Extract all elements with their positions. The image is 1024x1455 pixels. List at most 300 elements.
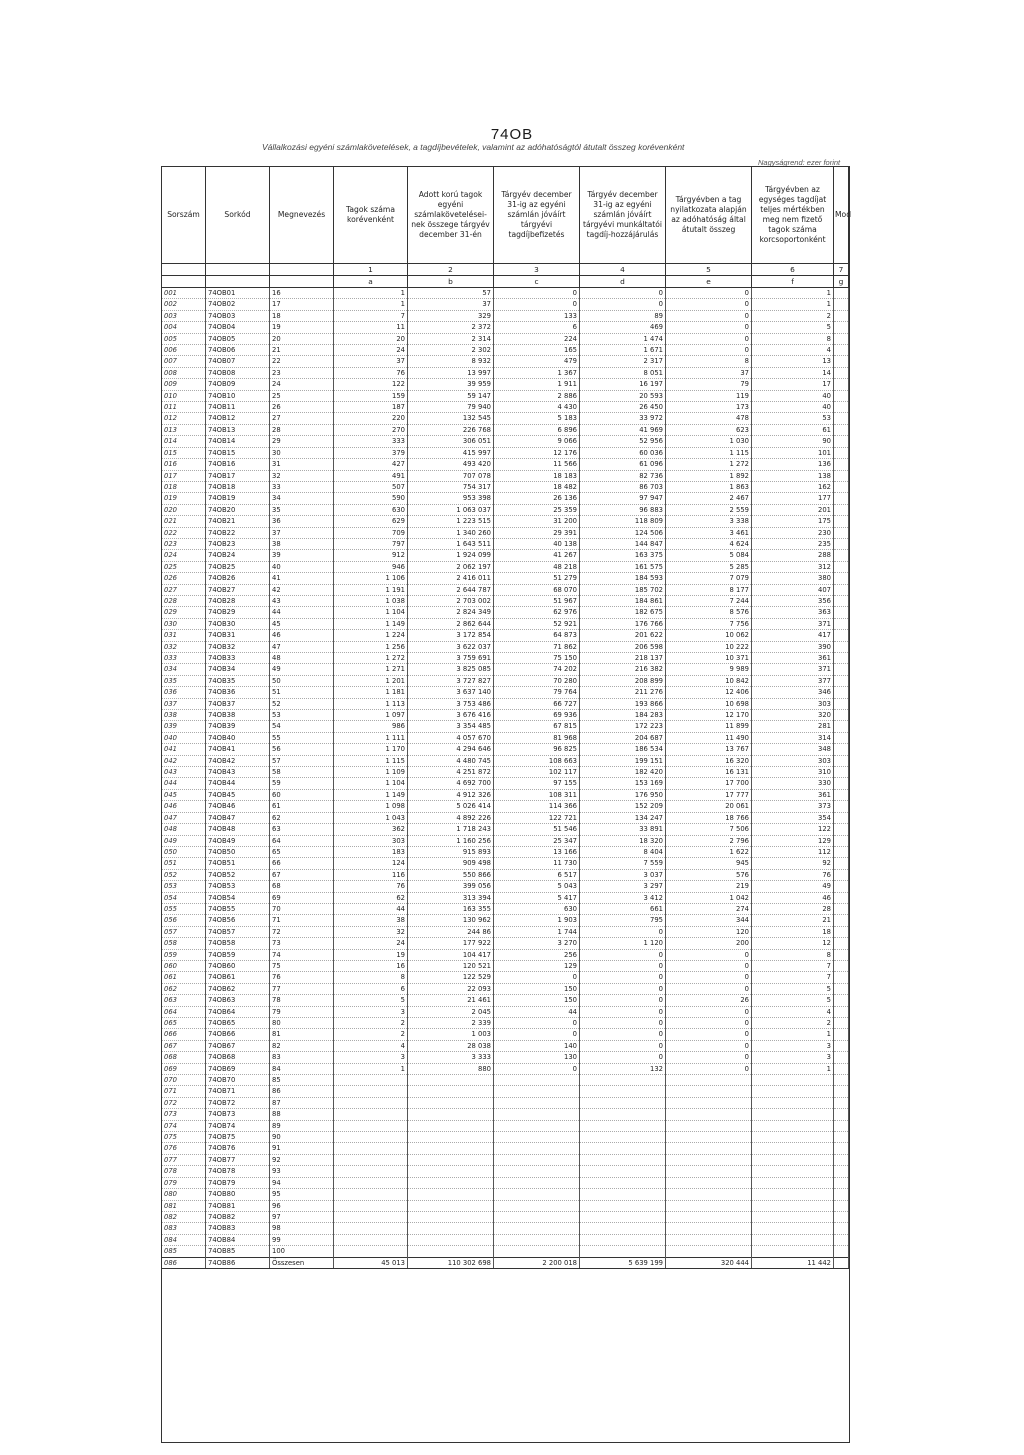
table-cell [580,1166,666,1177]
table-cell: 66 727 [494,698,580,709]
table-cell: 0 [580,1040,666,1051]
table-cell [408,1154,494,1165]
table-cell: 41 267 [494,550,580,561]
table-cell: 201 [752,504,834,515]
table-cell: 98 [270,1223,334,1234]
table-cell: 5 043 [494,881,580,892]
table-cell: 356 [752,595,834,606]
table-cell: 469 [580,322,666,333]
table-cell: 57 [408,288,494,299]
table-cell: 62 [334,892,408,903]
table-cell: 37 [334,356,408,367]
table-cell: 5 183 [494,413,580,424]
table-cell: 13 767 [666,744,752,755]
table-cell: 2 796 [666,835,752,846]
table-cell: 0 [580,960,666,971]
table-cell [834,390,849,401]
table-cell: 310 [752,767,834,778]
table-cell: 079 [162,1177,206,1188]
table-cell: 075 [162,1132,206,1143]
table-cell: 0 [494,1029,580,1040]
table-cell: 1 643 511 [408,538,494,549]
column-letter: e [666,276,752,288]
table-cell: 21 [752,915,834,926]
table-cell: 073 [162,1109,206,1120]
table-cell: 74OB43 [206,767,270,778]
table-cell: 064 [162,1006,206,1017]
table-cell: 89 [270,1120,334,1131]
table-cell: 77 [270,983,334,994]
table-cell: 2 372 [408,322,494,333]
table-cell: 2 644 787 [408,584,494,595]
table-cell: 67 815 [494,721,580,732]
table-cell: 76 [334,881,408,892]
table-cell: 186 534 [580,744,666,755]
table-cell: 108 311 [494,789,580,800]
table-cell: 35 [270,504,334,515]
table-cell: 6 896 [494,424,580,435]
table-cell: 1 113 [334,698,408,709]
column-number: 6 [752,264,834,276]
table-cell [334,1075,408,1086]
table-cell [408,1075,494,1086]
table-cell [666,1234,752,1245]
table-cell: 11 899 [666,721,752,732]
table-cell: 74OB49 [206,835,270,846]
table-cell: 0 [580,949,666,960]
table-cell [834,550,849,561]
table-cell: 051 [162,858,206,869]
table-cell: 74OB47 [206,812,270,823]
table-cell: 12 406 [666,687,752,698]
table-cell: 74OB60 [206,960,270,971]
table-cell: 61 [752,424,834,435]
table-cell: 3 333 [408,1052,494,1063]
table-cell [752,1086,834,1097]
table-cell: 119 [666,390,752,401]
table-cell: 74OB53 [206,881,270,892]
table-row [162,767,849,778]
total-cell: 086 [162,1257,206,1268]
table-cell: 025 [162,561,206,572]
table-cell: 59 147 [408,390,494,401]
table-cell [834,698,849,709]
table-cell: 41 969 [580,424,666,435]
table-cell: 361 [752,653,834,664]
table-cell: 4 057 670 [408,732,494,743]
table-cell: 3 270 [494,938,580,949]
table-cell: 057 [162,926,206,937]
table-cell: 707 078 [408,470,494,481]
table-cell: 74OB32 [206,641,270,652]
column-header: Tárgyév december 31-ig az egyéni számlán jóváírt tárgyévi munkáltatói tagdíj-hozzájárulás [580,167,666,264]
table-cell: 26 450 [580,402,666,413]
table-cell: 1 111 [334,732,408,743]
table-cell: 13 997 [408,367,494,378]
table-cell: 74OB04 [206,322,270,333]
table-cell [752,1097,834,1108]
table-row [162,960,849,971]
table-row [162,1166,849,1177]
table-cell: 44 [334,903,408,914]
table-cell: 008 [162,367,206,378]
table-row [162,687,849,698]
table-cell: 18 766 [666,812,752,823]
table-cell: 7 [334,310,408,321]
column-header: Mod [834,167,849,264]
table-row [162,789,849,800]
table-cell: 74OB41 [206,744,270,755]
table-cell: 3 [752,1052,834,1063]
table-cell: 74OB63 [206,995,270,1006]
table-cell: 152 209 [580,801,666,812]
table-cell: 021 [162,516,206,527]
table-cell: 013 [162,424,206,435]
table-row [162,538,849,549]
table-cell: 33 [270,481,334,492]
table-cell: 5 026 414 [408,801,494,812]
table-cell: 89 [580,310,666,321]
table-row [162,721,849,732]
table-cell: 076 [162,1143,206,1154]
table-cell: 1 191 [334,584,408,595]
table-cell: 132 545 [408,413,494,424]
table-cell [834,516,849,527]
table-cell: 74OB37 [206,698,270,709]
table-cell: 16 [334,960,408,971]
table-cell: 74OB03 [206,310,270,321]
table-cell: 74OB10 [206,390,270,401]
table-cell [494,1246,580,1257]
table-cell: 177 [752,493,834,504]
table-cell: 74OB31 [206,630,270,641]
table-cell: 083 [162,1223,206,1234]
table-row [162,379,849,390]
table-cell [494,1223,580,1234]
table-cell: 161 575 [580,561,666,572]
table-cell: 010 [162,390,206,401]
table-cell: 87 [270,1097,334,1108]
table-cell: 11 [334,322,408,333]
table-cell: 0 [580,1029,666,1040]
table-cell: 3 759 691 [408,653,494,664]
table-cell: 79 [270,1006,334,1017]
table-cell: 62 [270,812,334,823]
table-cell [834,892,849,903]
table-cell: 18 [752,926,834,937]
table-cell: 2 045 [408,1006,494,1017]
table-cell [834,481,849,492]
table-cell: 1 271 [334,664,408,675]
table-cell: 5 285 [666,561,752,572]
table-row [162,926,849,937]
table-cell: 86 703 [580,481,666,492]
total-cell: 11 442 [752,1257,834,1268]
table-cell: 33 891 [580,824,666,835]
table-cell: 0 [580,299,666,310]
table-cell: 1 097 [334,710,408,721]
table-row [162,698,849,709]
table-cell: 24 [334,938,408,949]
table-cell: 79 940 [408,402,494,413]
table-cell [408,1097,494,1108]
table-cell: 69 [270,892,334,903]
table-cell: 2 [334,1029,408,1040]
table-cell: 184 593 [580,573,666,584]
table-cell [834,504,849,515]
table-cell: 101 [752,447,834,458]
table-cell: 163 375 [580,550,666,561]
table-cell: 90 [752,436,834,447]
table-cell: 7 756 [666,618,752,629]
table-cell: 206 598 [580,641,666,652]
table-cell: 46 [270,630,334,641]
table-cell: 74OB02 [206,299,270,310]
table-cell: 74OB06 [206,345,270,356]
table-cell [666,1075,752,1086]
table-cell [834,903,849,914]
table-cell: 5 [752,322,834,333]
table-cell [834,1132,849,1143]
table-cell: 055 [162,903,206,914]
table-cell: 74OB52 [206,869,270,880]
table-cell: 12 170 [666,710,752,721]
table-cell: 22 [270,356,334,367]
total-cell: 2 200 018 [494,1257,580,1268]
table-cell: 003 [162,310,206,321]
table-cell: 140 [494,1040,580,1051]
table-cell: 51 [270,687,334,698]
table-cell: 74OB19 [206,493,270,504]
table-cell [408,1086,494,1097]
table-cell: 417 [752,630,834,641]
table-cell: 220 [334,413,408,424]
table-cell: 034 [162,664,206,675]
table-cell: 74OB80 [206,1189,270,1200]
table-cell: 74OB13 [206,424,270,435]
table-cell: 1 [334,299,408,310]
table-cell: 48 218 [494,561,580,572]
table-cell [834,470,849,481]
table-cell: 946 [334,561,408,572]
table-cell [334,1132,408,1143]
table-cell [408,1200,494,1211]
table-cell: 491 [334,470,408,481]
table-cell: 507 [334,481,408,492]
table-cell [752,1120,834,1131]
table-cell: 216 382 [580,664,666,675]
table-cell: 32 [334,926,408,937]
table-cell [666,1223,752,1234]
table-cell: 24 [334,345,408,356]
table-cell: 74OB68 [206,1052,270,1063]
table-cell: 159 [334,390,408,401]
table-cell [834,983,849,994]
table-cell: 26 136 [494,493,580,504]
table-cell: 5 [752,995,834,1006]
table-cell [494,1097,580,1108]
table-cell: 53 [270,710,334,721]
table-cell: 16 131 [666,767,752,778]
table-cell [494,1189,580,1200]
table-cell: 058 [162,938,206,949]
table-cell: 93 [270,1166,334,1177]
data-table [161,166,852,1269]
table-cell [666,1132,752,1143]
table-cell: 3 [334,1006,408,1017]
table-cell: 032 [162,641,206,652]
table-cell: 11 490 [666,732,752,743]
table-cell: 754 317 [408,481,494,492]
table-cell [752,1109,834,1120]
table-cell: 70 280 [494,675,580,686]
table-row [162,1086,849,1097]
table-cell: 5 [334,995,408,1006]
table-cell [408,1120,494,1131]
table-cell: 3 412 [580,892,666,903]
table-cell: 11 566 [494,459,580,470]
table-row [162,1223,849,1234]
total-cell: Összesen [270,1257,334,1268]
table-cell: 1 474 [580,333,666,344]
table-cell [834,1177,849,1188]
table-row [162,573,849,584]
table-row [162,1143,849,1154]
column-header: Adott korú tagok egyéni számlaköveteléseinek összege tárgyév december 31-én [408,167,494,264]
table-row [162,1177,849,1188]
table-cell: 709 [334,527,408,538]
table-cell [408,1223,494,1234]
table-cell: 0 [494,288,580,299]
table-cell: 060 [162,960,206,971]
table-cell [334,1086,408,1097]
table-cell: 74OB27 [206,584,270,595]
table-cell: 97 155 [494,778,580,789]
table-cell: 28 [270,424,334,435]
table-row [162,493,849,504]
table-cell: 74OB28 [206,595,270,606]
table-cell: 136 [752,459,834,470]
table-cell: 12 176 [494,447,580,458]
table-cell: 046 [162,801,206,812]
table-cell: 373 [752,801,834,812]
table-cell: 74OB55 [206,903,270,914]
table-cell: 0 [666,1040,752,1051]
table-cell: 270 [334,424,408,435]
table-cell: 072 [162,1097,206,1108]
table-cell: 218 137 [580,653,666,664]
table-cell [834,573,849,584]
column-number: 5 [666,264,752,276]
table-cell: 74OB64 [206,1006,270,1017]
table-cell: 74OB74 [206,1120,270,1131]
table-cell: 82 736 [580,470,666,481]
table-cell [580,1223,666,1234]
table-cell: 124 506 [580,527,666,538]
table-cell: 4 [752,345,834,356]
table-cell: 43 [270,595,334,606]
column-header: Tárgyév december 31-ig az egyéni számlán jóváírt tárgyévi tagdíjbefizetés [494,167,580,264]
table-cell [834,812,849,823]
table-cell [334,1189,408,1200]
table-cell [834,1120,849,1131]
total-cell: 110 302 698 [408,1257,494,1268]
table-cell: 16 [270,288,334,299]
total-cell: 74OB86 [206,1257,270,1268]
table-cell: 201 622 [580,630,666,641]
table-cell: 9 066 [494,436,580,447]
table-cell: 0 [580,926,666,937]
form-subtitle: Vállalkozási egyéni számlakövetelések, a tagdíjbevételek, valamint az adóhatóságtól átutalt összeg korévenként [262,142,685,152]
table-cell [494,1154,580,1165]
table-cell [834,299,849,310]
table-cell [494,1120,580,1131]
table-cell [834,630,849,641]
table-row [162,459,849,470]
table-cell: 72 [270,926,334,937]
table-cell: 39 959 [408,379,494,390]
table-row [162,630,849,641]
table-cell: 7 506 [666,824,752,835]
table-cell: 81 [270,1029,334,1040]
table-row [162,516,849,527]
table-cell [834,1189,849,1200]
table-cell [334,1223,408,1234]
table-cell: 38 [270,538,334,549]
table-cell: 2 416 011 [408,573,494,584]
table-cell: 91 [270,1143,334,1154]
table-cell: 4 430 [494,402,580,413]
table-cell: 344 [666,915,752,926]
column-number [206,264,270,276]
table-cell: 629 [334,516,408,527]
table-cell [752,1166,834,1177]
table-cell: 182 420 [580,767,666,778]
table-cell: 37 [666,367,752,378]
table-row [162,1075,849,1086]
table-cell: 3 727 827 [408,675,494,686]
table-cell: 75 150 [494,653,580,664]
table-cell: 29 [270,436,334,447]
table-cell: 363 [752,607,834,618]
table-cell: 69 936 [494,710,580,721]
table-cell [580,1189,666,1200]
table-cell [580,1211,666,1222]
table-cell: 74OB07 [206,356,270,367]
table-cell: 193 866 [580,698,666,709]
table-cell [834,527,849,538]
table-cell: 1 098 [334,801,408,812]
table-cell [334,1246,408,1257]
table-cell: 17 700 [666,778,752,789]
table-cell [666,1109,752,1120]
table-cell [834,333,849,344]
table-cell: 74OB72 [206,1097,270,1108]
table-cell: 036 [162,687,206,698]
table-cell: 1 104 [334,607,408,618]
table-cell [752,1143,834,1154]
table-cell: 74 202 [494,664,580,675]
table-cell: 288 [752,550,834,561]
table-cell [580,1200,666,1211]
table-cell: 915 893 [408,846,494,857]
table-row [162,618,849,629]
table-cell: 44 [494,1006,580,1017]
table-cell: 007 [162,356,206,367]
column-letter [206,276,270,288]
table-cell: 130 [494,1052,580,1063]
table-cell: 129 [494,960,580,971]
